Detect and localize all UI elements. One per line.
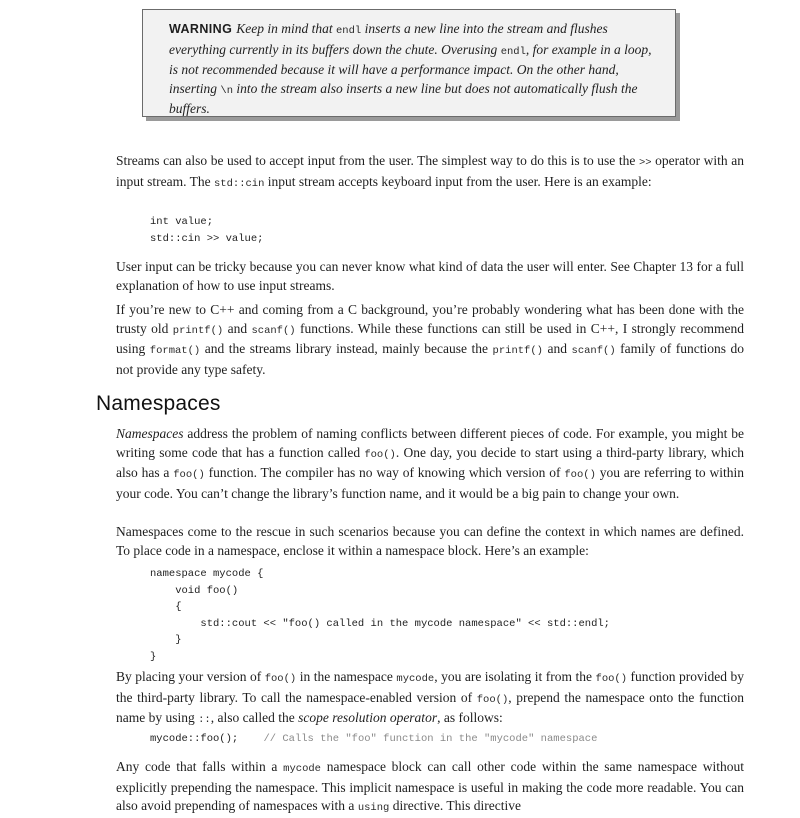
inline-code: mycode bbox=[283, 763, 321, 775]
paragraph-scope-resolution bbox=[116, 668, 744, 730]
inline-code: \n bbox=[220, 84, 233, 97]
text: you are referring to within your code. You can’t change the library’s function name, and it would be a big pain to change your own. bbox=[116, 465, 745, 501]
code-line-scope-call bbox=[150, 731, 597, 748]
inline-code: foo() bbox=[476, 693, 509, 706]
text: , you are isolating it from the bbox=[434, 669, 596, 684]
code-block-input-example: int value; std::cin >> value; bbox=[150, 216, 264, 245]
text: and the streams library instead, mainly because the bbox=[200, 341, 493, 356]
text: function. The compiler has no way of knowing which version of bbox=[204, 465, 565, 480]
warning-label: WARNING bbox=[169, 22, 233, 36]
paragraph-namespaces-intro bbox=[116, 425, 744, 503]
text: User input can be tricky because you can never know what kind of data the user will enter. See Chapter 13 for a full explanation of how to use input streams. bbox=[116, 259, 744, 293]
emphasis-term: scope resolution operator bbox=[298, 710, 438, 725]
inline-code: :: bbox=[198, 714, 211, 726]
inline-code: foo() bbox=[595, 673, 628, 685]
inline-code: foo() bbox=[173, 469, 205, 481]
inline-code: scanf() bbox=[251, 324, 296, 337]
inline-code: mycode bbox=[396, 673, 435, 685]
text: namespace block can call other code within the same namespace without explicitly prepending the namespace. This implicit namespace is useful in making the code more readable. You can also avoid prepending of namespaces with a bbox=[116, 759, 744, 813]
warning-text: , for example in a loop, is not recommended because it will have a performance impact. On the other hand, inserting bbox=[169, 41, 652, 96]
inline-code: >> bbox=[638, 157, 652, 169]
inline-code: using bbox=[357, 802, 390, 814]
inline-code: foo() bbox=[364, 448, 396, 461]
code-block-namespace-mycode: namespace mycode { void foo() { std::cout << "foo() called in the mycode namespace" << std::endl; } } bbox=[150, 568, 610, 663]
inline-code: foo() bbox=[264, 673, 297, 685]
text: . One day, you decide to start using a third-party library, which also has a bbox=[116, 444, 744, 480]
emphasis-term: Namespaces bbox=[116, 426, 184, 441]
text: directive. This directive bbox=[389, 798, 522, 813]
text: Any code that falls within a bbox=[116, 759, 284, 774]
warning-text: into the stream also inserts a new line but does not automatically flush the buffers. bbox=[169, 80, 638, 116]
text: Streams can also be used to accept input from the user. The simplest way to do this is to use the bbox=[116, 153, 639, 168]
text: input stream accepts keyboard input from the user. Here is an example: bbox=[264, 173, 652, 189]
text: , prepend the namespace onto the function name by using bbox=[116, 689, 744, 725]
text: family of functions do not provide any type safety. bbox=[116, 341, 744, 377]
inline-code: printf() bbox=[492, 345, 543, 357]
paragraph-namespaces-rescue bbox=[116, 523, 744, 560]
inline-code: foo() bbox=[564, 469, 596, 481]
paragraph-printf-scanf bbox=[116, 301, 744, 379]
warning-text: inserts a new line into the stream and flushes everything currently in its buffers down the chute. Overusing bbox=[169, 21, 608, 57]
text: function provided by the third-party library. To call the namespace-enabled version of bbox=[116, 669, 744, 705]
code-statement: mycode::foo(); bbox=[150, 733, 239, 745]
warning-text: Keep in mind that bbox=[236, 21, 336, 36]
inline-code: format() bbox=[149, 345, 201, 357]
text: address the problem of naming conflicts between different pieces of code. For example, you might be writing some code that has a function called bbox=[116, 426, 744, 460]
text: and bbox=[223, 320, 252, 336]
text: Namespaces come to the rescue in such scenarios because you can define the context in which names are defined. To place code in a namespace, enclose it within a namespace block. Here’s an example: bbox=[116, 524, 744, 558]
inline-code: scanf() bbox=[571, 345, 616, 357]
paragraph-streams-input bbox=[116, 152, 744, 193]
text: , as follows: bbox=[437, 710, 503, 725]
text: and bbox=[542, 341, 572, 356]
text: , also called the bbox=[210, 710, 299, 725]
paragraph-user-input bbox=[116, 258, 744, 295]
text: functions. While these functions can still be used in C++, I strongly recommend using bbox=[116, 320, 744, 356]
text: By placing your version of bbox=[116, 669, 265, 684]
code-comment: // Calls the "foo" function in the "mycode" namespace bbox=[263, 733, 598, 745]
section-heading-namespaces: Namespaces bbox=[96, 392, 221, 415]
text: in the namespace bbox=[296, 669, 397, 684]
inline-code: printf() bbox=[172, 324, 224, 337]
inline-code: endl bbox=[335, 25, 362, 37]
inline-code: std::cin bbox=[213, 177, 265, 190]
paragraph-implicit-namespace bbox=[116, 758, 744, 818]
warning-box bbox=[142, 9, 676, 117]
inline-code: endl bbox=[500, 45, 526, 58]
text: operator with an input stream. The bbox=[116, 153, 745, 189]
text: If you’re new to C++ and coming from a C background, you’re probably wondering what has been done with the trusty old bbox=[116, 302, 744, 336]
